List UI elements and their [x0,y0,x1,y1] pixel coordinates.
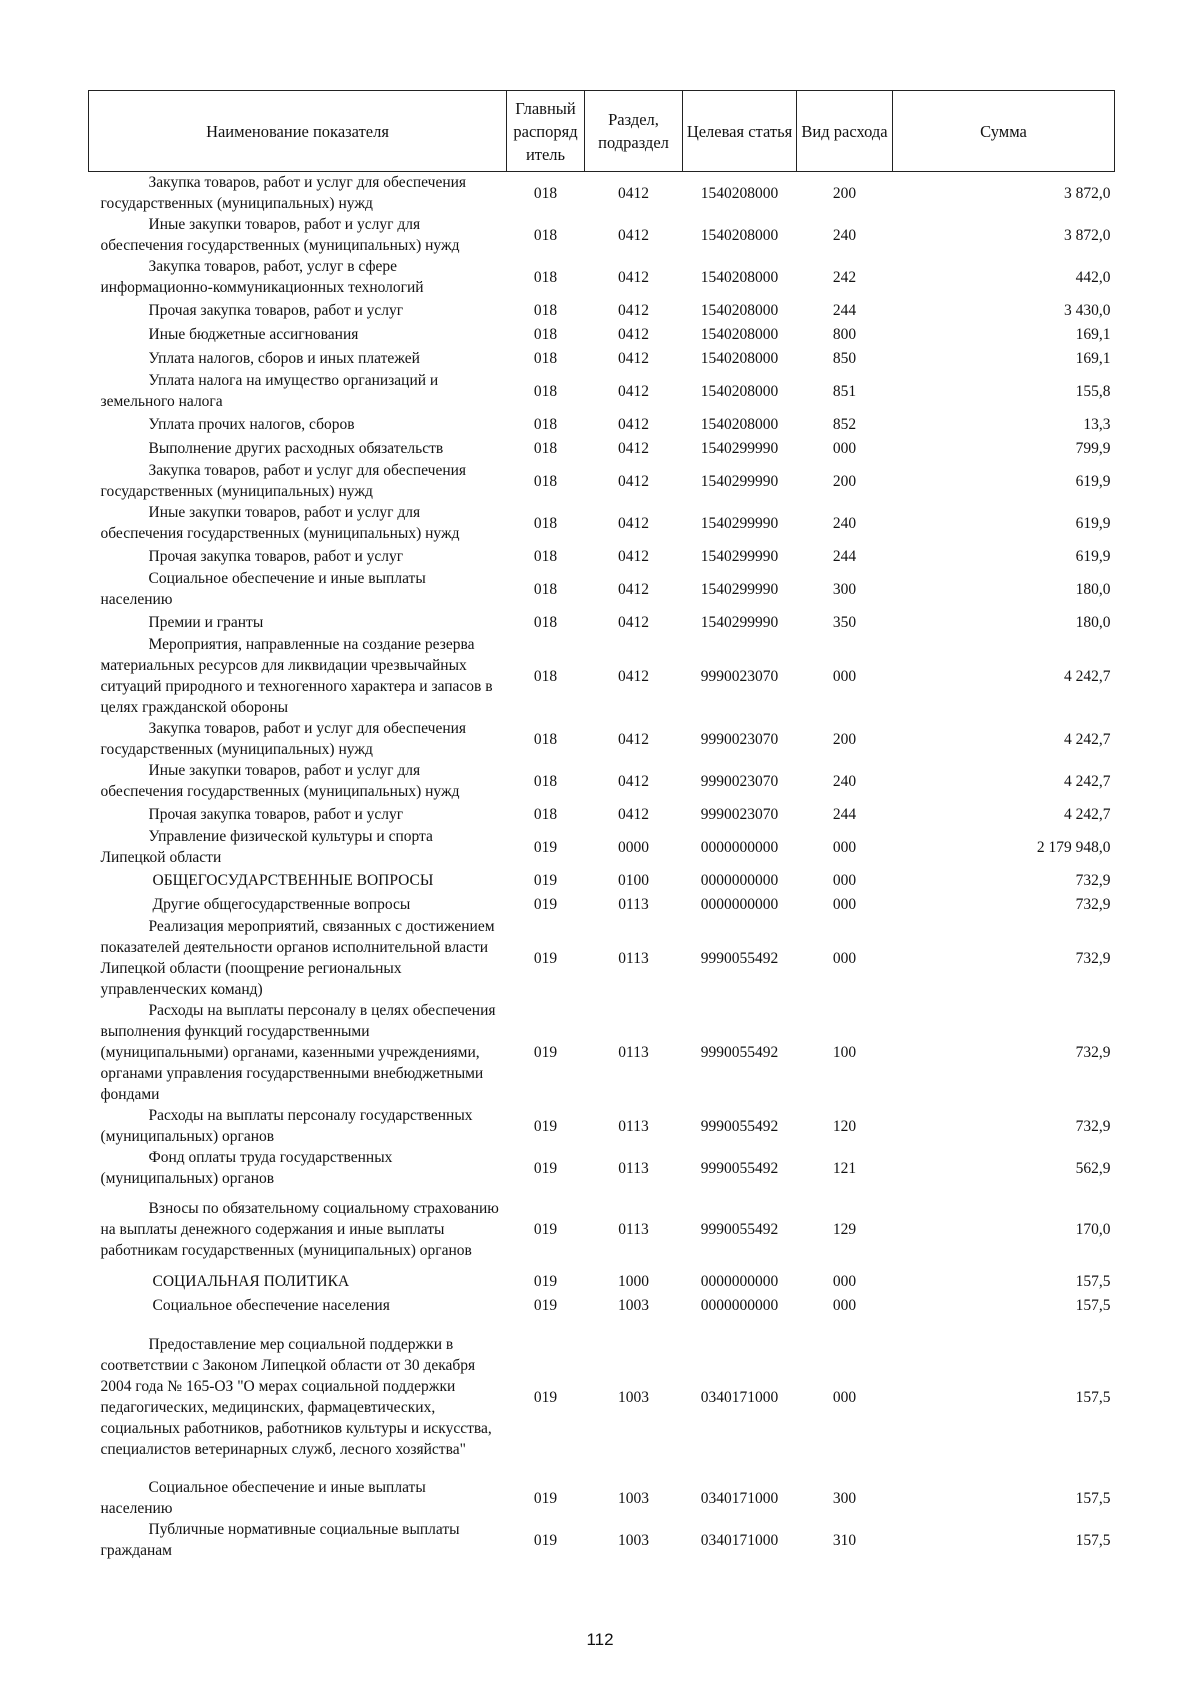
cell-admin: 019 [533,895,558,913]
row-label: Прочая закупка товаров, работ и услуг [148,547,404,565]
cell-admin: 019 [533,838,558,856]
cell-article: 9990055492 [700,1044,779,1061]
cell-section: 0412 [618,325,649,343]
cell-name [89,346,507,370]
cell-kind: 242 [832,268,857,286]
cell-name [89,610,507,634]
cell-article: 1540208000 [700,415,779,433]
cell-name [89,634,507,718]
table-row [89,322,1115,346]
row-label: СОЦИАЛЬНАЯ ПОЛИТИКА [152,1272,350,1290]
row-label: Иные закупки товаров, работ и услуг для обеспечения государственных (муниципальных) нужд [100,216,460,254]
cell-sum: 4 242,7 [1064,805,1111,823]
cell-name [89,568,507,610]
cell-name [89,172,507,215]
table-body [89,172,1115,1562]
cell-kind: 240 [832,772,857,790]
cell-sum: 4 242,7 [1064,730,1111,748]
cell-admin: 019 [533,1272,558,1290]
cell-kind: 244 [832,547,857,565]
row-label: Расходы на выплаты персоналу государственных (муниципальных) органов [100,1107,473,1145]
table-row [89,1000,1115,1105]
table-row [89,346,1115,370]
cell-sum: 442,0 [1075,268,1111,286]
cell-sum: 13,3 [1083,415,1111,433]
cell-kind: 851 [832,382,857,400]
table-header [89,91,1115,172]
cell-kind: 121 [832,1159,857,1177]
row-label: Иные закупки товаров, работ и услуг для обеспечения государственных (муниципальных) нужд [100,762,460,800]
cell-sum: 2 179 948,0 [1036,838,1111,856]
cell-section: 0113 [618,895,649,913]
cell-kind: 000 [832,1296,857,1314]
cell-kind: 240 [832,514,857,532]
cell-section: 0412 [618,613,649,631]
cell-name [89,370,507,412]
cell-kind: 200 [832,472,857,490]
table-row [89,868,1115,892]
cell-name [89,1293,507,1317]
header-kind: Вид расхода [797,91,893,172]
row-label: Прочая закупка товаров, работ и услуг [148,301,404,319]
cell-admin: 019 [533,1044,558,1061]
cell-section: 0412 [618,772,649,790]
cell-section: 0000 [618,838,649,856]
cell-admin: 019 [533,1531,558,1549]
cell-section: 0412 [618,580,649,598]
cell-sum: 562,9 [1075,1159,1111,1177]
cell-article: 9990023070 [700,667,779,685]
row-label: Закупка товаров, работ и услуг для обеспечения государственных (муниципальных) нужд [100,174,467,212]
table-row [89,256,1115,298]
row-label: Уплата прочих налогов, сборов [148,415,355,433]
cell-article: 1540208000 [700,349,779,367]
cell-admin: 018 [533,805,558,823]
cell-name [89,1147,507,1189]
cell-kind: 200 [832,184,857,202]
table-row [89,298,1115,322]
cell-sum: 4 242,7 [1064,667,1111,685]
cell-article: 1540208000 [700,184,779,202]
cell-kind: 310 [832,1531,857,1549]
cell-name [89,412,507,436]
cell-kind: 000 [832,1272,857,1290]
cell-admin: 018 [533,301,558,319]
cell-kind: 000 [832,871,857,889]
cell-article: 0340171000 [700,1388,779,1406]
cell-sum: 732,9 [1075,895,1111,913]
cell-sum: 732,9 [1075,949,1111,967]
cell-admin: 019 [533,871,558,889]
cell-admin: 019 [533,1220,558,1238]
cell-section: 0113 [618,1117,649,1135]
cell-section: 0412 [618,805,649,823]
cell-article: 1540208000 [700,382,779,400]
cell-admin: 018 [533,730,558,748]
cell-kind: 244 [832,301,857,319]
cell-kind: 120 [832,1117,857,1135]
cell-section: 0100 [618,871,649,889]
cell-name [89,1105,507,1147]
cell-admin: 019 [533,949,558,967]
cell-section: 0412 [618,667,649,685]
cell-kind: 000 [832,667,857,685]
cell-sum: 170,0 [1075,1220,1111,1238]
table-row [89,1147,1115,1189]
cell-name [89,892,507,916]
cell-name [89,760,507,802]
cell-name [89,322,507,346]
table-row [89,826,1115,868]
cell-admin: 019 [533,1159,558,1177]
cell-kind: 000 [832,1388,857,1406]
cell-sum: 180,0 [1075,580,1111,598]
cell-sum: 3 872,0 [1064,184,1111,202]
cell-section: 0113 [618,1159,649,1177]
cell-name [89,1519,507,1561]
row-label: Предоставление мер социальной поддержки в соответствии с Законом Липецкой области от 30 декабря 2004 года № 165-ОЗ "О мерах социальной поддержки педагогических, медицинских, фармацевтических, социальных работников, работников культуры и искусства, специалистов ветеринарных служб, лесного хозяйства" [100,1336,492,1458]
header-sum: Сумма [893,91,1115,172]
cell-sum: 732,9 [1075,1044,1111,1061]
row-label: ОБЩЕГОСУДАРСТВЕННЫЕ ВОПРОСЫ [152,871,434,889]
cell-section: 0412 [618,301,649,319]
row-label: Реализация мероприятий, связанных с достижением показателей деятельности органов исполнительной власти Липецкой области (поощрение региональных управленческих команд) [100,918,495,998]
cell-kind: 240 [832,226,857,244]
cell-kind: 200 [832,730,857,748]
row-label: Премии и гранты [148,613,264,631]
cell-sum: 157,5 [1075,1388,1111,1406]
row-label: Социальное обеспечение и иные выплаты населению [100,570,426,608]
cell-article: 9990023070 [700,805,779,823]
cell-kind: 300 [832,1489,857,1507]
cell-article: 9990055492 [700,1117,779,1135]
cell-name [89,1189,507,1269]
cell-article: 0340171000 [700,1531,779,1549]
cell-article: 1540299990 [700,439,779,457]
cell-name [89,460,507,502]
table-row [89,412,1115,436]
cell-sum: 3 430,0 [1064,301,1111,319]
cell-sum: 157,5 [1075,1296,1111,1314]
cell-section: 0412 [618,382,649,400]
row-label: Иные бюджетные ассигнования [148,325,359,343]
cell-admin: 018 [533,268,558,286]
row-label: Уплата налога на имущество организаций и земельного налога [100,372,439,410]
cell-admin: 018 [533,226,558,244]
cell-admin: 019 [533,1489,558,1507]
cell-sum: 732,9 [1075,871,1111,889]
cell-sum: 155,8 [1075,382,1111,400]
table-row [89,502,1115,544]
cell-name [89,868,507,892]
row-label: Фонд оплаты труда государственных (муниципальных) органов [100,1149,393,1187]
cell-kind: 000 [832,949,857,967]
cell-sum: 799,9 [1075,439,1111,457]
cell-kind: 000 [832,895,857,913]
table-row [89,1189,1115,1269]
cell-kind: 350 [832,613,857,631]
table-row [89,568,1115,610]
cell-name [89,1269,507,1293]
header-article: Целевая статья [683,91,797,172]
cell-section: 0412 [618,730,649,748]
cell-sum: 4 242,7 [1064,772,1111,790]
cell-kind: 129 [832,1220,857,1238]
cell-name [89,1477,507,1519]
cell-admin: 019 [533,1296,558,1314]
table-row [89,1293,1115,1317]
cell-kind: 244 [832,805,857,823]
cell-name [89,502,507,544]
cell-article: 9990023070 [700,730,779,748]
cell-article: 9990055492 [700,1220,779,1238]
cell-kind: 852 [832,415,857,433]
table-row [89,802,1115,826]
cell-sum: 169,1 [1075,349,1111,367]
page-number: 112 [586,1630,614,1649]
cell-name [89,298,507,322]
cell-admin: 018 [533,472,558,490]
table-row [89,634,1115,718]
row-label: Управление физической культуры и спорта Липецкой области [100,828,433,866]
row-label: Социальное обеспечение населения [152,1296,390,1314]
header-section: Раздел, подраздел [585,91,683,172]
table-row [89,460,1115,502]
cell-name [89,718,507,760]
row-label: Закупка товаров, работ, услуг в сфере информационно-коммуникационных технологий [100,258,424,296]
cell-sum: 619,9 [1075,472,1111,490]
cell-kind: 800 [832,325,857,343]
row-label: Иные закупки товаров, работ и услуг для обеспечения государственных (муниципальных) нужд [100,504,460,542]
cell-section: 1003 [618,1531,649,1549]
cell-admin: 018 [533,547,558,565]
row-label: Уплата налогов, сборов и иных платежей [148,349,420,367]
cell-name [89,1000,507,1105]
cell-section: 0412 [618,514,649,532]
cell-section: 1003 [618,1296,649,1314]
cell-article: 9990023070 [700,772,779,790]
table-row [89,172,1115,215]
cell-admin: 018 [533,514,558,532]
budget-table [88,90,1115,1561]
table-row [89,610,1115,634]
cell-admin: 018 [533,382,558,400]
row-label: Другие общегосударственные вопросы [152,895,411,913]
table-row [89,544,1115,568]
cell-section: 0412 [618,415,649,433]
table-row [89,1477,1115,1519]
cell-article: 9990055492 [700,1159,779,1177]
cell-article: 0000000000 [700,838,779,856]
cell-section: 0412 [618,439,649,457]
cell-section: 0412 [618,226,649,244]
cell-section: 0412 [618,268,649,286]
cell-article: 1540299990 [700,514,779,532]
cell-article: 1540208000 [700,226,779,244]
cell-article: 1540299990 [700,613,779,631]
cell-article: 1540299990 [700,547,779,565]
cell-article: 0000000000 [700,1296,779,1314]
table-row [89,718,1115,760]
header-name: Наименование показателя [89,91,507,172]
cell-admin: 018 [533,580,558,598]
cell-article: 0000000000 [700,871,779,889]
cell-article: 1540299990 [700,580,779,598]
cell-article: 0000000000 [700,1272,779,1290]
cell-section: 0412 [618,547,649,565]
cell-sum: 180,0 [1075,613,1111,631]
table-row [89,1105,1115,1147]
cell-name [89,256,507,298]
table-row [89,214,1115,256]
row-label: Закупка товаров, работ и услуг для обеспечения государственных (муниципальных) нужд [100,720,467,758]
cell-section: 1003 [618,1388,649,1406]
cell-section: 0412 [618,349,649,367]
cell-sum: 157,5 [1075,1531,1111,1549]
row-label: Мероприятия, направленные на создание резерва материальных ресурсов для ликвидации чрезвычайных ситуаций природного и техногенного характера и запасов в целях гражданской обороны [100,636,493,716]
cell-name [89,916,507,1000]
cell-article: 0000000000 [700,895,779,913]
cell-sum: 157,5 [1075,1489,1111,1507]
cell-admin: 019 [533,1117,558,1135]
row-label: Публичные нормативные социальные выплаты гражданам [100,1521,460,1559]
cell-article: 1540208000 [700,268,779,286]
header-admin: Главный распоряд итель [507,91,585,172]
cell-article: 1540299990 [700,472,779,490]
table-row [89,1519,1115,1561]
cell-sum: 732,9 [1075,1117,1111,1135]
cell-sum: 157,5 [1075,1272,1111,1290]
cell-section: 0113 [618,949,649,967]
table-row [89,370,1115,412]
row-label: Прочая закупка товаров, работ и услуг [148,805,404,823]
cell-article: 0340171000 [700,1489,779,1507]
cell-admin: 018 [533,184,558,202]
cell-admin: 018 [533,772,558,790]
row-label: Закупка товаров, работ и услуг для обеспечения государственных (муниципальных) нужд [100,462,467,500]
cell-name [89,544,507,568]
cell-section: 0412 [618,472,649,490]
cell-admin: 018 [533,325,558,343]
cell-article: 1540208000 [700,325,779,343]
cell-section: 1003 [618,1489,649,1507]
cell-admin: 018 [533,439,558,457]
cell-name [89,214,507,256]
row-label: Выполнение других расходных обязательств [148,439,444,457]
cell-kind: 000 [832,439,857,457]
cell-article: 1540208000 [700,301,779,319]
table-row [89,916,1115,1000]
table-row [89,760,1115,802]
cell-kind: 300 [832,580,857,598]
cell-article: 9990055492 [700,949,779,967]
cell-section: 0113 [618,1220,649,1238]
cell-kind: 100 [832,1044,857,1061]
cell-admin: 019 [533,1388,558,1406]
cell-section: 0113 [618,1044,649,1061]
cell-name [89,1317,507,1477]
cell-sum: 3 872,0 [1064,226,1111,244]
cell-admin: 018 [533,613,558,631]
row-label: Социальное обеспечение и иные выплаты населению [100,1479,426,1517]
cell-admin: 018 [533,349,558,367]
row-label: Взносы по обязательному социальному страхованию на выплаты денежного содержания и иные выплаты работникам государственных (муниципальных) органов [100,1199,499,1259]
cell-name [89,826,507,868]
cell-kind: 850 [832,349,857,367]
cell-sum: 169,1 [1075,325,1111,343]
cell-name [89,802,507,826]
table-row [89,1269,1115,1293]
cell-section: 0412 [618,184,649,202]
cell-sum: 619,9 [1075,547,1111,565]
row-label: Расходы на выплаты персоналу в целях обеспечения выполнения функций государственными (муниципальными) органами, казенными учреждениями, органами управления государственными внебюджетными фондами [100,1002,496,1103]
cell-admin: 018 [533,415,558,433]
cell-sum: 619,9 [1075,514,1111,532]
cell-name [89,436,507,460]
table-row [89,436,1115,460]
table-row [89,892,1115,916]
cell-kind: 000 [832,838,857,856]
cell-section: 1000 [618,1272,649,1290]
table-row [89,1317,1115,1477]
cell-admin: 018 [533,667,558,685]
